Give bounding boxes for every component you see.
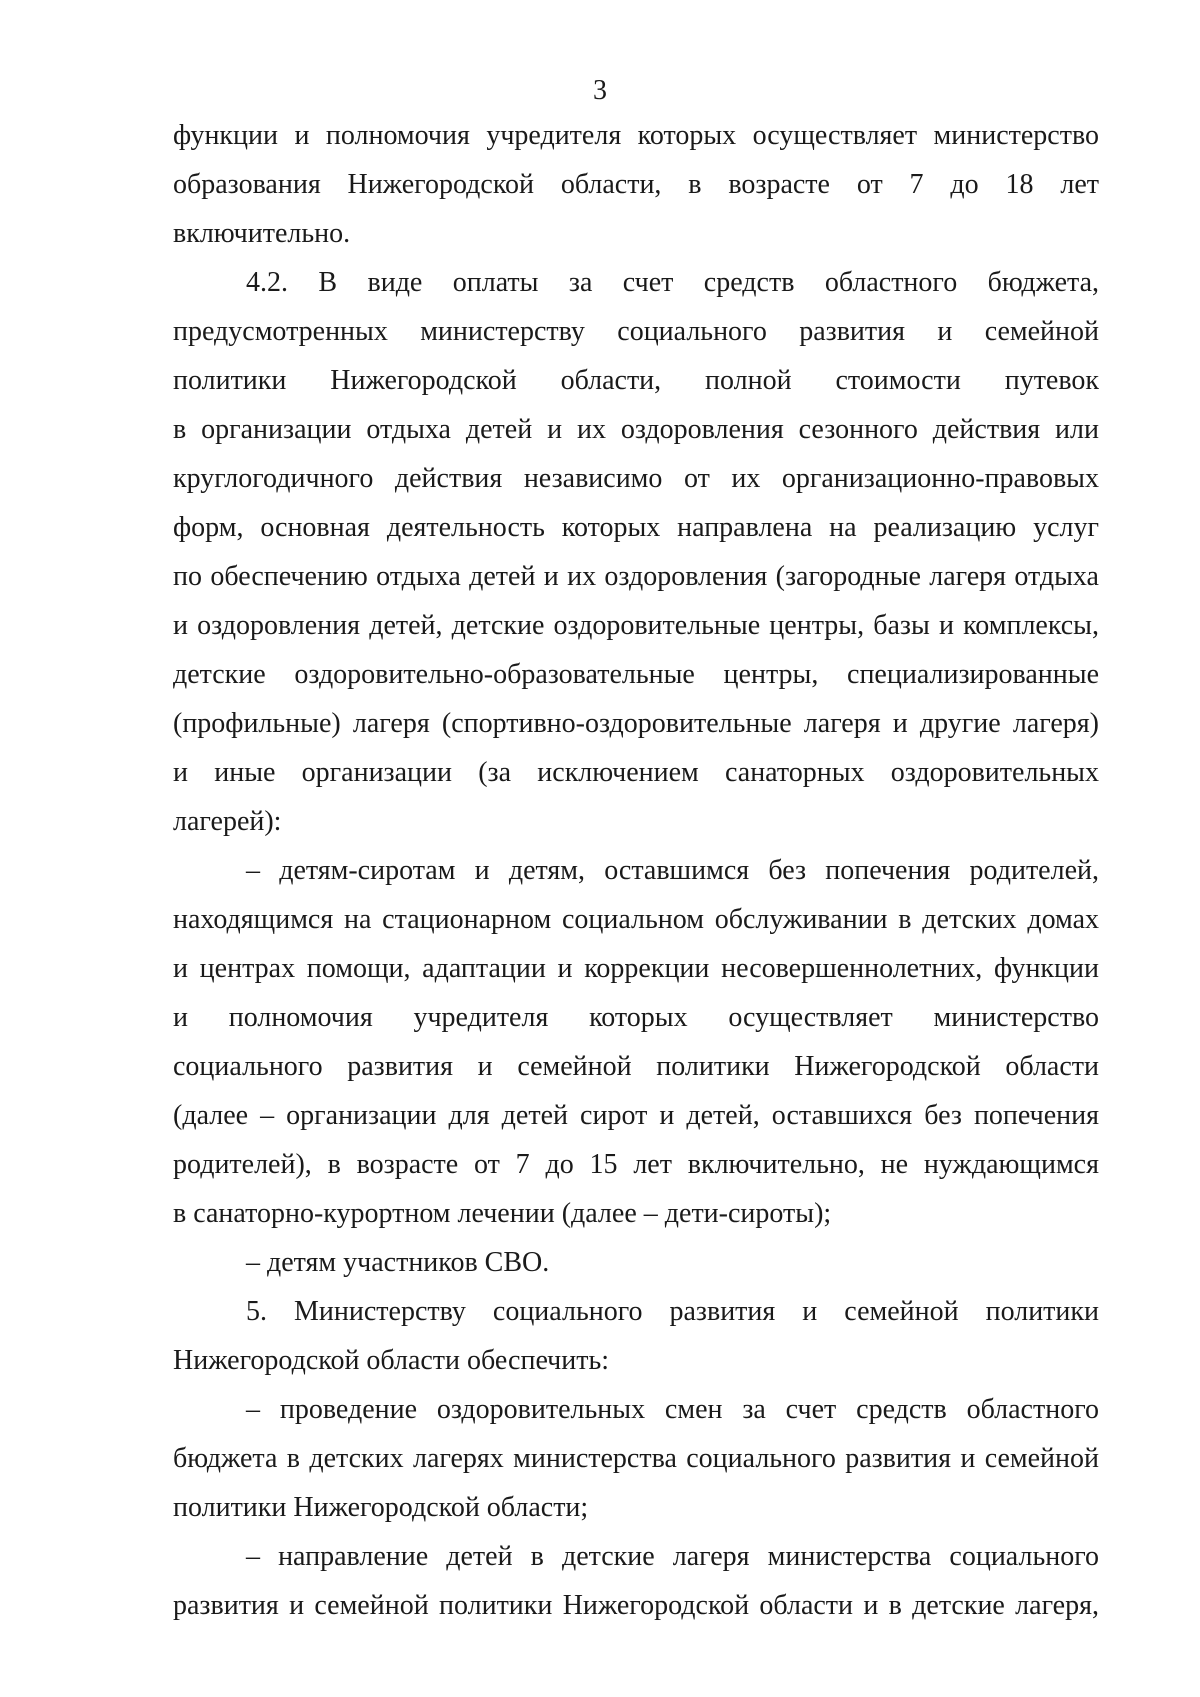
text-line: образования Нижегородской области, в возрасте от 7 до 18 лет (173, 169, 1099, 200)
text-line: (далее – организации для детей сирот и детей, оставшихся без попечения (173, 1100, 1099, 1131)
text-line: 5. Министерству социального развития и семейной политики (246, 1296, 1099, 1327)
text-line: – направление детей в детские лагеря министерства социального (246, 1541, 1099, 1572)
text-line: – детям-сиротам и детям, оставшимся без попечения родителей, (246, 855, 1099, 886)
text-line: и центрах помощи, адаптации и коррекции несовершеннолетних, функции (173, 953, 1099, 984)
text-line: бюджета в детских лагерях министерства социального развития и семейной (173, 1443, 1099, 1474)
text-line: развития и семейной политики Нижегородской области и в детские лагеря, (173, 1590, 1099, 1621)
text-line: форм, основная деятельность которых направлена на реализацию услуг (173, 512, 1099, 543)
text-line: и оздоровления детей, детские оздоровительные центры, базы и комплексы, (173, 610, 1099, 641)
page-number: 3 (593, 75, 607, 106)
text-line: детские оздоровительно-образовательные центры, специализированные (173, 659, 1099, 690)
document-body (173, 111, 1099, 1630)
text-line: включительно. (173, 218, 351, 249)
text-line: – детям участников СВО. (246, 1247, 550, 1278)
text-line: социального развития и семейной политики Нижегородской области (173, 1051, 1099, 1082)
text-line: 4.2. В виде оплаты за счет средств областного бюджета, (246, 267, 1099, 298)
text-line: политики Нижегородской области; (173, 1492, 589, 1523)
text-line: и иные организации (за исключением санаторных оздоровительных (173, 757, 1099, 788)
text-line: в организации отдыха детей и их оздоровления сезонного действия или (173, 414, 1099, 445)
text-line: родителей), в возрасте от 7 до 15 лет включительно, не нуждающимся (173, 1149, 1099, 1180)
text-line: в санаторно-курортном лечении (далее – дети-сироты); (173, 1198, 832, 1229)
text-line: Нижегородской области обеспечить: (173, 1345, 610, 1376)
text-line: – проведение оздоровительных смен за счет средств областного (246, 1394, 1099, 1425)
text-line: (профильные) лагеря (спортивно-оздоровительные лагеря и другие лагеря) (173, 708, 1099, 739)
text-line: лагерей): (173, 806, 282, 837)
text-line: по обеспечению отдыха детей и их оздоровления (загородные лагеря отдыха (173, 561, 1099, 592)
text-line: круглогодичного действия независимо от их организационно-правовых (173, 463, 1099, 494)
text-line: политики Нижегородской области, полной стоимости путевок (173, 365, 1099, 396)
text-line: находящимся на стационарном социальном обслуживании в детских домах (173, 904, 1099, 935)
text-line: и полномочия учредителя которых осуществляет министерство (173, 1002, 1099, 1033)
text-line: функции и полномочия учредителя которых осуществляет министерство (173, 120, 1099, 151)
text-line: предусмотренных министерству социального развития и семейной (173, 316, 1099, 347)
